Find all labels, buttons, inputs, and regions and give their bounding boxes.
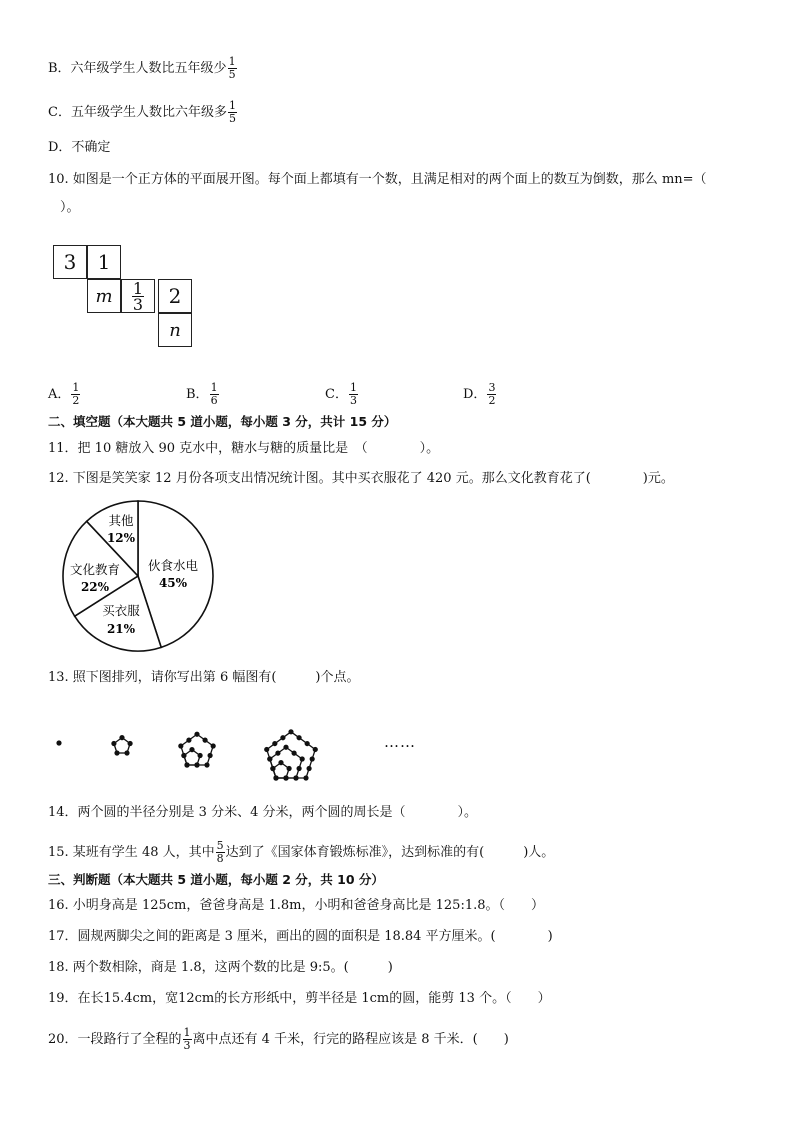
q18: 18. 两个数相除，商是 1.8，这两个数的比是 9:5。( ) (48, 960, 393, 975)
figure-4-dot (306, 766, 311, 771)
figure-4-edge (306, 749, 315, 778)
net-cell: $\frac{1}{3}$ (121, 279, 155, 313)
dot-pattern-figure (48, 695, 348, 790)
ellipsis: …… (384, 733, 416, 751)
q10-line1: 10. 如图是一个正方体的平面展开图。每个面上都填有一个数，且满足相对的两个面上的数互为倒数，那么 mn=（ (48, 172, 707, 187)
q13: 13. 照下图排列，请你写出第 6 幅图有( )个点。 (48, 670, 360, 685)
figure-3-dot (202, 738, 207, 743)
option-b-text: B．六年级学生人数比五年级少 (48, 61, 227, 76)
figure-4-dot (275, 751, 280, 756)
q10-option-b: B． $\frac{1}{6}$ (186, 381, 218, 407)
figure-4-dot (296, 735, 301, 740)
slice-label-clothes: 买衣服 (102, 603, 140, 618)
figure-4-dot (286, 766, 291, 771)
slice-value-clothes: 21% (106, 622, 136, 636)
q20: 20．一段路行了全程的 $\frac{1}{3}$ 离中点还有 4 千米，行完的路程应该是 8 千米．( ) (48, 1026, 509, 1052)
q10-line2: ）。 (60, 200, 80, 215)
option-b (48, 56, 238, 81)
q10-option-d: D． $\frac{3}{2}$ (463, 381, 496, 407)
q11: 11．把 10 糖放入 90 克水中，糖水与糖的质量比是 （ ）。 (48, 441, 440, 456)
figure-2-dot (124, 750, 129, 755)
figure-3-dot (194, 732, 199, 737)
figure-4-dot (283, 775, 288, 780)
section-2-title: 二、填空题（本大题共 5 道小题，每小题 3 分，共计 15 分） (48, 414, 397, 429)
slice-value-education: 22% (80, 580, 110, 594)
figure-4-dot (280, 735, 285, 740)
net-cell: 1 (87, 245, 121, 279)
figure-4-dot (270, 766, 275, 771)
slice-value-other: 12% (106, 531, 136, 545)
figure-4-dot (293, 775, 298, 780)
q10-option-c: C． $\frac{1}{3}$ (325, 381, 357, 407)
slice-label-food: 伙食水电 (147, 558, 199, 573)
figure-4-dot (305, 741, 310, 746)
figure-3-dot (207, 753, 212, 758)
fraction: $\frac{1}{5}$ (228, 55, 236, 81)
figure-4-dot (283, 745, 288, 750)
slice-value-food: 45% (158, 576, 188, 590)
slice-label-education: 文化教育 (69, 562, 121, 577)
figure-4-dot (291, 751, 296, 756)
option-c-text: C．五年级学生人数比六年级多 (48, 105, 227, 120)
figure-2-dot (111, 741, 116, 746)
figure-3-dot (211, 743, 216, 748)
figure-4-dot (267, 756, 272, 761)
q19: 19．在长15.4cm，宽12cm的长方形纸中，剪半径是 1cm的圆，能剪 13 个。（ ） (48, 991, 551, 1006)
pie-chart (58, 500, 218, 652)
figure-4-dot (272, 741, 277, 746)
option-d: D．不确定 (48, 140, 111, 155)
figure-3-dot (178, 743, 183, 748)
q12: 12. 下图是笑笑家 12 月份各项支出情况统计图。其中买衣服花了 420 元。那么文化教育花了( )元。 (48, 471, 674, 486)
figure-4-dot (278, 760, 283, 765)
q15: 15. 某班有学生 48 人，其中 $\frac{5}{8}$ 达到了《国家体育锻炼标准》，达到标准的有( )人。 (48, 839, 555, 865)
net-cell: m (87, 279, 121, 313)
figure-3-dot (186, 738, 191, 743)
fraction: $\frac{1}{5}$ (228, 99, 236, 125)
figure-4-dot (296, 766, 301, 771)
figure-4-edge (267, 749, 276, 778)
figure-3-dot (194, 762, 199, 767)
figure-4-dot (264, 747, 269, 752)
figure-2-dot (119, 735, 124, 740)
figure-4-dot (300, 756, 305, 761)
q17: 17．圆规两脚尖之间的距离是 3 厘米，画出的圆的面积是 18.84 平方厘米。( ) (48, 929, 553, 944)
figure-4-dot (313, 747, 318, 752)
section-3-title: 三、判断题（本大题共 5 道小题，每小题 2 分，共 10 分） (48, 872, 384, 887)
figure-4-dot (288, 729, 293, 734)
figure-3-dot (181, 753, 186, 758)
net-cell: 2 (158, 279, 192, 313)
figure-4-dot (310, 756, 315, 761)
figure-4-dot (303, 775, 308, 780)
net-cell: n (158, 313, 192, 347)
net-cell: 3 (53, 245, 87, 279)
figure-4-edge (291, 732, 315, 750)
figure-2-dot (127, 741, 132, 746)
figure-3-dot (197, 753, 202, 758)
option-c (48, 100, 238, 125)
q14: 14．两个圆的半径分别是 3 分米、4 分米，两个圆的周长是（ ）。 (48, 805, 477, 820)
slice-label-other: 其他 (108, 513, 134, 528)
figure-3-dot (189, 747, 194, 752)
q16: 16. 小明身高是 125cm，爸爸身高是 1.8m，小明和爸爸身高比是 125:1.8。（ ） (48, 898, 544, 913)
figure-1-dot (56, 740, 61, 745)
q10-option-a: A． $\frac{1}{2}$ (48, 381, 80, 407)
figure-3-dot (204, 762, 209, 767)
